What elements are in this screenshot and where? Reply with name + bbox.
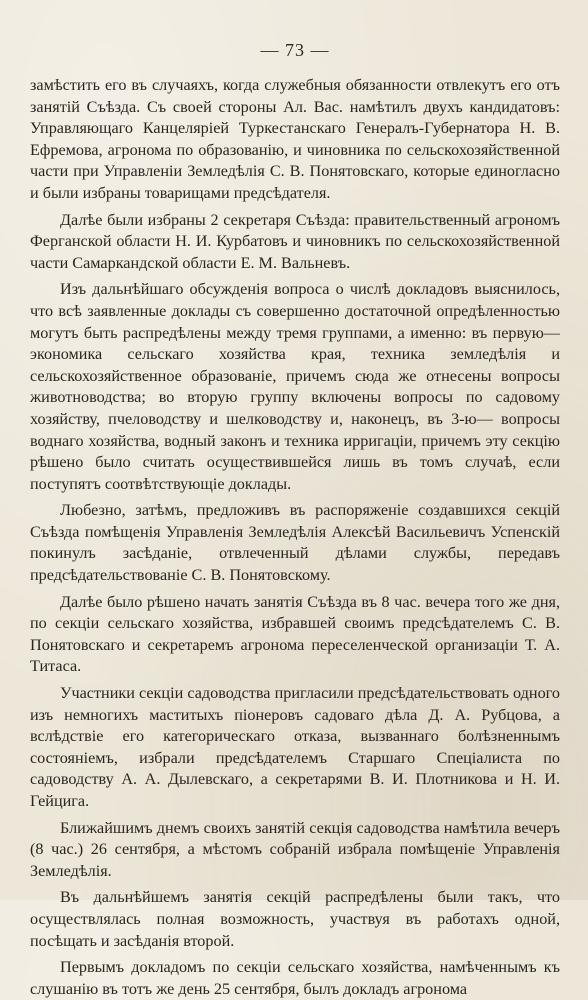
paragraph-gardening-section: Участники секціи садоводства пригласили предсѣдательствовать одного изъ немногихъ маститыхъ піонеровъ садоваго дѣла Д. А. Рубцова, а вслѣдствіе его категорическаго отказа, вызваннаго болѣзненнымъ состояніемъ, избрали предсѣдателемъ Старшаго Спеціалиста по садоводству А. А. Дылевскаго, а секретарями В. И. Плотникова и Н. И. Гейцига. bbox=[30, 684, 560, 810]
paragraph-schedule: Въ дальнѣйшемъ занятія секцій распредѣлены были такъ, что осуществлялась полная возможность, участвуя въ работахъ одной, посѣщать и засѣданія второй. bbox=[30, 888, 560, 950]
paragraph-secretaries: Далѣе были избраны 2 секретаря Съѣзда: правительственный агрономъ Ферганской области Н. И. Курбатовъ и чиновникъ по сельскохозяйственной части Самаркандской области Е. М. Вальневъ. bbox=[30, 210, 560, 272]
paragraph-start-time: Далѣе было рѣшено начать занятія Съѣзда въ 8 час. вечера того же дня, по секціи сельскаго хозяйства, избравшей своимъ предсѣдателемъ С. В. Понятовскаго и секретаремъ агронома переселенческой организаціи Т. А. Титаса. bbox=[30, 592, 560, 676]
paragraph-continuation: замѣстить его въ случаяхъ, когда служебныя обязанности отвлекутъ его отъ занятій Съѣзда. Съ своей стороны Ал. Вас. намѣтилъ двухъ кандидатовъ: Управляющаго Канцеляріей Туркестанскаго Генералъ-Губернатора Н. В. Ефремова, агронома по образованію, и чиновника по сельскохозяйственной части при Управленіи Земледѣлія С. В. Понятовскаго, которые единогласно и были избраны товарищами предсѣдателя. bbox=[30, 76, 560, 202]
paragraph-report-groups: Изъ дальнѣйшаго обсужденія вопроса о числѣ докладовъ выяснилось, что всѣ заявленные доклады съ совершенно достаточной опредѣленностью могутъ быть распредѣлены между тремя группами, а именно: въ первую—экономика сельскаго хозяйства края, техника земледѣлія и сельскохозяйственное образованіе, причемъ сюда же отнесены вопросы животноводства; во вторую группу включены вопросы по садовому хозяйству, пчеловодству и шелководству и, наконецъ, въ 3-ю— вопросы воднаго хозяйства, водный законъ и техника ирригаціи, причемъ эту секцію рѣшено было считать осуществившейся лишь въ томъ случаѣ, если поступятъ соотвѣтствующіе доклады. bbox=[30, 280, 560, 493]
paragraph-first-report: Первымъ докладомъ по секціи сельскаго хозяйства, намѣченнымъ къ слушанію въ тотъ же день 25 сентября, былъ докладъ агронома bbox=[30, 958, 560, 998]
paragraph-uspensky-leaves: Любезно, затѣмъ, предложивъ въ распоряженіе создавшихся секцій Съѣзда помѣщенія Управленія Земледѣлія Алексѣй Васильевичъ Успенскій покинулъ засѣданіе, отвлеченный дѣлами службы, передавъ предсѣдательствованіе С. В. Понятовскому. bbox=[30, 501, 560, 585]
paragraph-next-meeting: Ближайшимъ днемъ своихъ занятій секція садоводства намѣтила вечеръ (8 час.) 26 сентября, а мѣстомъ собраній избрала помѣщеніе Управленія Земледѣлія. bbox=[30, 818, 560, 880]
page-number: — 73 — bbox=[260, 40, 330, 60]
